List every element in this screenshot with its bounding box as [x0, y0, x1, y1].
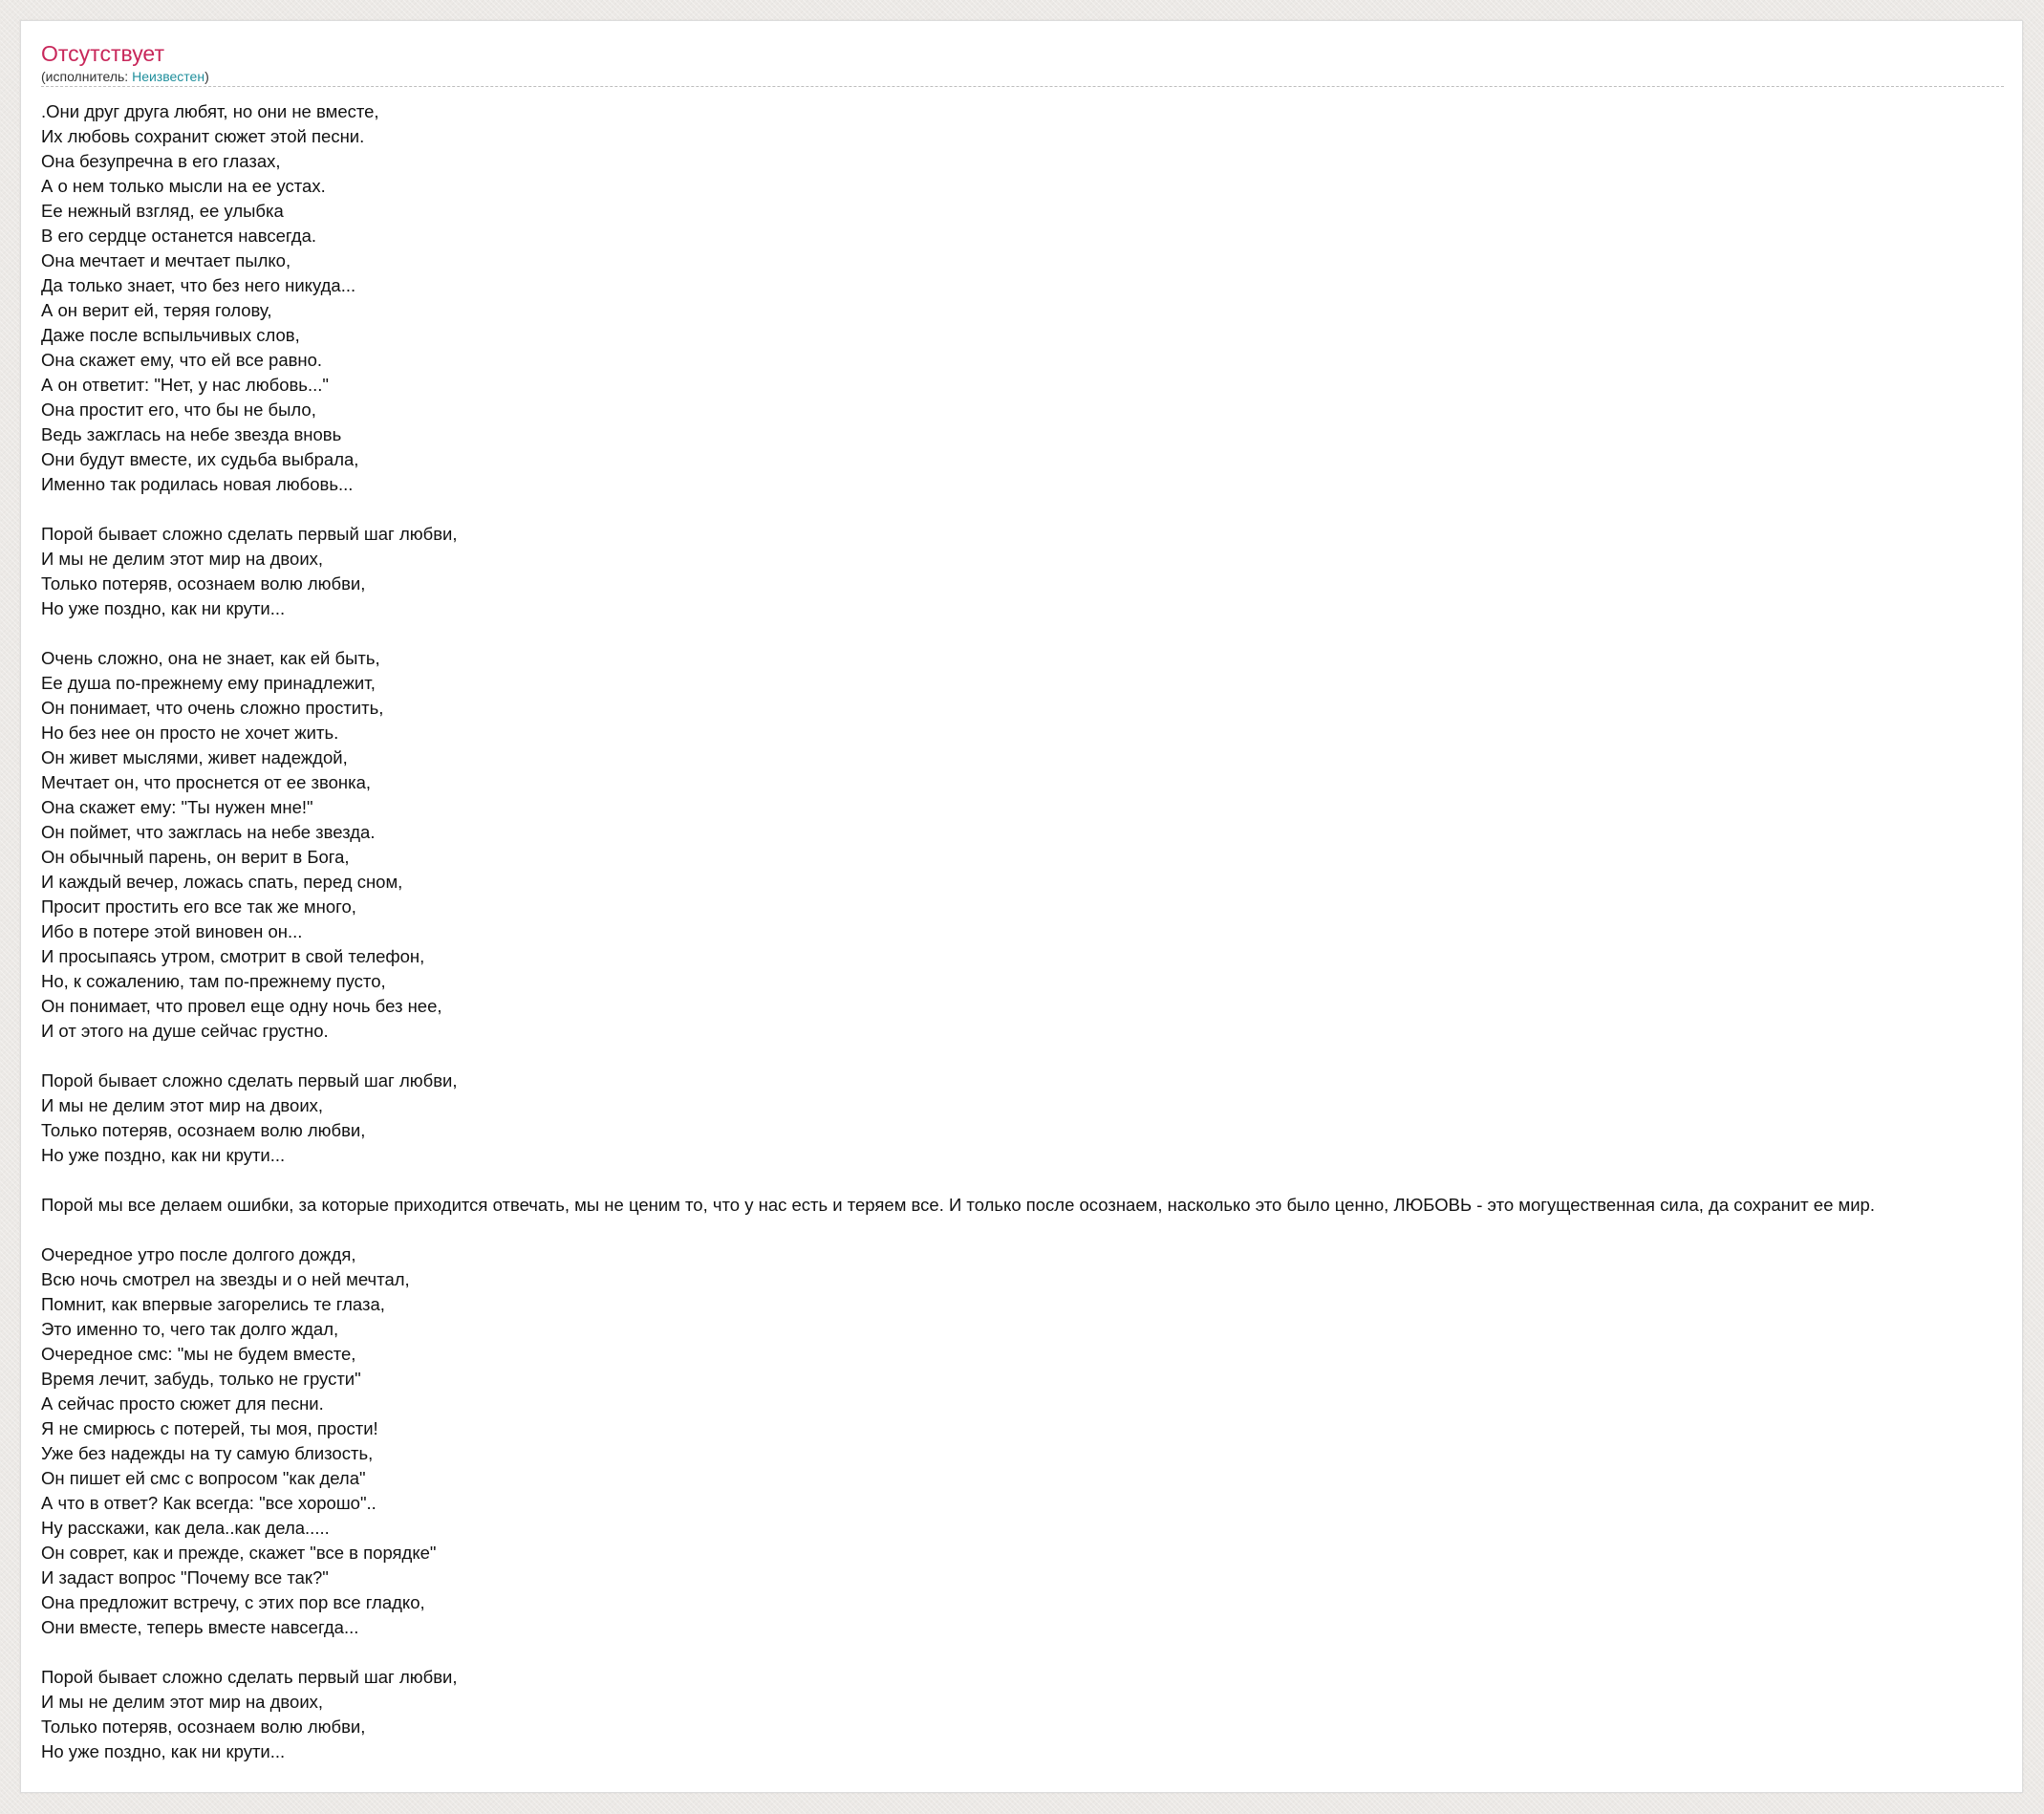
performer-prefix: (исполнитель:: [41, 69, 133, 84]
lyric-line: Очередное смс: "мы не будем вместе,: [41, 1344, 356, 1364]
lyric-line: Только потеряв, осознаем волю любви,: [41, 573, 366, 594]
lyric-line: Помнит, как впервые загорелись те глаза,: [41, 1294, 385, 1314]
lyric-line: Он обычный парень, он верит в Бога,: [41, 847, 350, 867]
performer-link[interactable]: Неизвестен: [132, 69, 205, 84]
lyric-line: Уже без надежды на ту самую близость,: [41, 1443, 374, 1463]
lyric-line: Она предложит встречу, с этих пор все гладко,: [41, 1592, 425, 1612]
lyric-line: А он ответит: "Нет, у нас любовь...": [41, 375, 329, 395]
lyric-line: Я не смирюсь с потерей, ты моя, прости!: [41, 1418, 378, 1438]
song-title: Отсутствует: [41, 41, 164, 66]
lyric-line: Время лечит, забудь, только не грусти": [41, 1369, 361, 1389]
lyric-line: Она скажет ему, что ей все равно.: [41, 350, 323, 370]
lyric-line: А он верит ей, теряя голову,: [41, 300, 272, 320]
lyric-line: А сейчас просто сюжет для песни.: [41, 1393, 324, 1414]
lyric-line: .Они друг друга любят, но они не вместе,: [41, 101, 379, 121]
lyric-line: Но уже поздно, как ни крути...: [41, 1145, 286, 1165]
lyric-line: Очень сложно, она не знает, как ей быть,: [41, 648, 380, 668]
lyric-line: Да только знает, что без него никуда...: [41, 275, 356, 295]
lyric-line: Очередное утро после долгого дождя,: [41, 1244, 356, 1264]
lyric-line: Это именно то, чего так долго ждал,: [41, 1319, 339, 1339]
lyric-line: Ее душа по-прежнему ему принадлежит,: [41, 673, 376, 693]
lyric-line: Она мечтает и мечтает пылко,: [41, 250, 291, 270]
lyric-line: Ее нежный взгляд, ее улыбка: [41, 201, 284, 221]
lyric-line: Их любовь сохранит сюжет этой песни.: [41, 126, 365, 146]
lyric-line: Порой бывает сложно сделать первый шаг любви,: [41, 1667, 458, 1687]
performer-line: [41, 68, 2004, 85]
lyric-line: Порой мы все делаем ошибки, за которые приходится отвечать, мы не ценим то, что у нас есть и теряем все. И только после осознаем, насколько это было ценно, ЛЮБОВЬ - это могущественная сила, да сохранит ее мир.: [41, 1195, 1875, 1215]
lyric-line: Ну расскажи, как дела..как дела.....: [41, 1518, 330, 1538]
lyric-line: Но уже поздно, как ни крути...: [41, 1741, 286, 1761]
lyric-line: Но без нее он просто не хочет жить.: [41, 723, 339, 743]
lyric-line: Даже после вспыльчивых слов,: [41, 325, 300, 345]
stanza-break: [41, 1640, 2010, 1665]
stanza-break: [41, 497, 2010, 522]
lyric-line: Ведь зажглась на небе звезда вновь: [41, 424, 342, 444]
lyric-line: И просыпаясь утром, смотрит в свой телефон,: [41, 946, 425, 966]
lyric-line: Он живет мыслями, живет надеждой,: [41, 747, 348, 767]
lyric-line: Просит простить его все так же много,: [41, 896, 356, 917]
lyric-line: И мы не делим этот мир на двоих,: [41, 1692, 324, 1712]
lyric-line: А что в ответ? Как всегда: "все хорошо"..: [41, 1493, 377, 1513]
lyric-line: Он понимает, что очень сложно простить,: [41, 698, 384, 718]
lyrics-text: [41, 99, 2010, 1764]
lyric-line: Только потеряв, осознаем волю любви,: [41, 1120, 366, 1140]
lyric-line: Он поймет, что зажглась на небе звезда.: [41, 822, 376, 842]
lyric-line: Он пишет ей смс с вопросом "как дела": [41, 1468, 366, 1488]
lyric-line: Он соврет, как и прежде, скажет "все в порядке": [41, 1543, 437, 1563]
lyric-line: Они будут вместе, их судьба выбрала,: [41, 449, 359, 469]
lyric-line: И мы не делим этот мир на двоих,: [41, 1095, 324, 1115]
song-header: [41, 40, 2004, 87]
lyrics-panel: [20, 20, 2023, 1793]
lyric-line: Она безупречна в его глазах,: [41, 151, 281, 171]
lyric-line: Порой бывает сложно сделать первый шаг любви,: [41, 1070, 458, 1091]
lyric-line: Но уже поздно, как ни крути...: [41, 598, 286, 618]
stanza-break: [41, 621, 2010, 646]
stanza-break: [41, 1168, 2010, 1193]
lyric-line: Ибо в потере этой виновен он...: [41, 921, 303, 941]
performer-suffix: ): [204, 69, 209, 84]
lyric-line: Всю ночь смотрел на звезды и о ней мечтал,: [41, 1269, 410, 1289]
stanza-break: [41, 1218, 2010, 1242]
lyric-line: Именно так родилась новая любовь...: [41, 474, 354, 494]
lyric-line: И мы не делим этот мир на двоих,: [41, 549, 324, 569]
lyric-line: Но, к сожалению, там по-прежнему пусто,: [41, 971, 386, 991]
lyric-line: Она скажет ему: "Ты нужен мне!": [41, 797, 313, 817]
lyric-line: И каждый вечер, ложась спать, перед сном,: [41, 872, 403, 892]
lyric-line: Они вместе, теперь вместе навсегда...: [41, 1617, 359, 1637]
stanza-break: [41, 1044, 2010, 1069]
lyric-line: И от этого на душе сейчас грустно.: [41, 1021, 329, 1041]
lyric-line: И задаст вопрос "Почему все так?": [41, 1567, 329, 1587]
lyric-line: А о нем только мысли на ее устах.: [41, 176, 326, 196]
lyric-line: Порой бывает сложно сделать первый шаг любви,: [41, 524, 458, 544]
lyric-line: Мечтает он, что проснется от ее звонка,: [41, 772, 372, 792]
lyric-line: В его сердце останется навсегда.: [41, 226, 317, 246]
lyric-line: Только потеряв, осознаем волю любви,: [41, 1717, 366, 1737]
lyric-line: Она простит его, что бы не было,: [41, 400, 316, 420]
lyric-line: Он понимает, что провел еще одну ночь без нее,: [41, 996, 442, 1016]
